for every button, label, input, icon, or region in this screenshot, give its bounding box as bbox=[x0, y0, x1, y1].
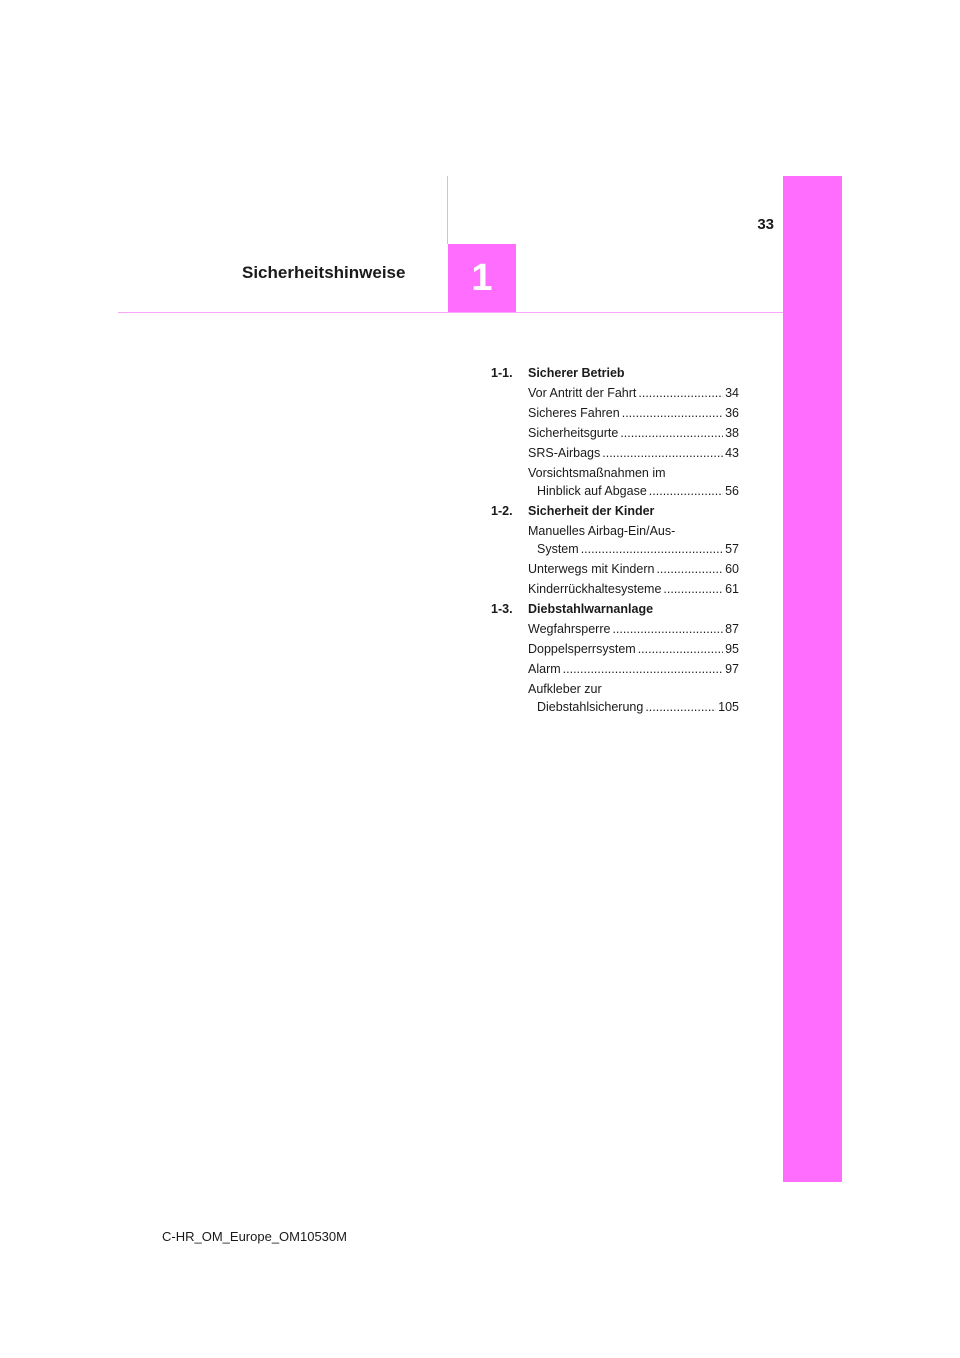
entry-page-number: 61 bbox=[725, 582, 739, 596]
entry-page-number: 56 bbox=[725, 484, 739, 498]
chapter-side-tab bbox=[783, 176, 842, 1182]
entry-page-number: 34 bbox=[725, 386, 739, 400]
toc-entry[interactable] bbox=[528, 620, 739, 638]
section-number: 1-3. bbox=[491, 602, 513, 616]
entry-title: SRS-Airbags bbox=[528, 446, 601, 460]
dot-leader bbox=[663, 580, 723, 598]
entry-title: Wegfahrsperre bbox=[528, 622, 611, 636]
dot-leader bbox=[638, 640, 723, 658]
chapter-number-box: 1 bbox=[448, 244, 516, 313]
dot-leader bbox=[563, 660, 723, 678]
toc-section bbox=[491, 600, 739, 716]
entry-title: Aufkleber zur bbox=[528, 682, 602, 696]
dot-leader bbox=[638, 384, 723, 402]
entry-title: Hinblick auf Abgase bbox=[537, 484, 647, 498]
entry-page-number: 105 bbox=[718, 700, 739, 714]
dot-leader bbox=[612, 620, 723, 638]
section-number: 1-1. bbox=[491, 366, 513, 380]
entry-title: Unterwegs mit Kindern bbox=[528, 562, 655, 576]
dot-leader bbox=[620, 424, 723, 442]
entry-page-number: 57 bbox=[725, 542, 739, 556]
toc-entry[interactable] bbox=[528, 384, 739, 402]
toc-entry[interactable] bbox=[528, 522, 739, 558]
document-id: C-HR_OM_Europe_OM10530M bbox=[162, 1229, 347, 1244]
section-number: 1-2. bbox=[491, 504, 513, 518]
dot-leader bbox=[622, 404, 723, 422]
entry-title: Kinderrückhaltesysteme bbox=[528, 582, 662, 596]
dot-leader bbox=[645, 698, 716, 716]
entry-title: Vorsichtsmaßnahmen im bbox=[528, 466, 666, 480]
entry-title: Sicheres Fahren bbox=[528, 406, 620, 420]
toc-section bbox=[491, 502, 739, 598]
entry-page-number: 60 bbox=[725, 562, 739, 576]
toc-entry[interactable] bbox=[528, 660, 739, 678]
entry-page-number: 38 bbox=[725, 426, 739, 440]
toc-entry[interactable] bbox=[528, 640, 739, 658]
entry-page-number: 97 bbox=[725, 662, 739, 676]
chapter-title: Sicherheitshinweise bbox=[242, 263, 406, 282]
toc-entry[interactable] bbox=[528, 680, 739, 716]
entry-title: Manuelles Airbag-Ein/Aus- bbox=[528, 524, 676, 538]
dot-leader bbox=[656, 560, 723, 578]
entry-page-number: 87 bbox=[725, 622, 739, 636]
entry-page-number: 43 bbox=[725, 446, 739, 460]
entry-title: System bbox=[537, 542, 579, 556]
entry-page-number: 95 bbox=[725, 642, 739, 656]
section-title: Sicherheit der Kinder bbox=[528, 504, 655, 518]
table-of-contents bbox=[491, 364, 739, 718]
entry-title: Sicherheitsgurte bbox=[528, 426, 619, 440]
toc-section-heading[interactable] bbox=[491, 600, 739, 618]
toc-entry[interactable] bbox=[528, 464, 739, 500]
page-number: 33 bbox=[757, 216, 774, 233]
entry-title: Diebstahlsicherung bbox=[537, 700, 644, 714]
toc-section bbox=[491, 364, 739, 500]
entry-title: Vor Antritt der Fahrt bbox=[528, 386, 637, 400]
toc-entry[interactable] bbox=[528, 404, 739, 422]
dot-leader bbox=[602, 444, 723, 462]
toc-entry[interactable] bbox=[528, 444, 739, 462]
dot-leader bbox=[581, 540, 723, 558]
vertical-divider bbox=[447, 176, 448, 244]
header-divider bbox=[118, 312, 783, 313]
toc-entry[interactable] bbox=[528, 580, 739, 598]
section-title: Diebstahlwarnanlage bbox=[528, 602, 654, 616]
toc-section-heading[interactable] bbox=[491, 364, 739, 382]
toc-entry[interactable] bbox=[528, 560, 739, 578]
entry-page-number: 36 bbox=[725, 406, 739, 420]
entry-title: Alarm bbox=[528, 662, 561, 676]
dot-leader bbox=[649, 482, 723, 500]
toc-section-heading[interactable] bbox=[491, 502, 739, 520]
entry-title: Doppelsperrsystem bbox=[528, 642, 636, 656]
section-title: Sicherer Betrieb bbox=[528, 366, 625, 380]
toc-entry[interactable] bbox=[528, 424, 739, 442]
